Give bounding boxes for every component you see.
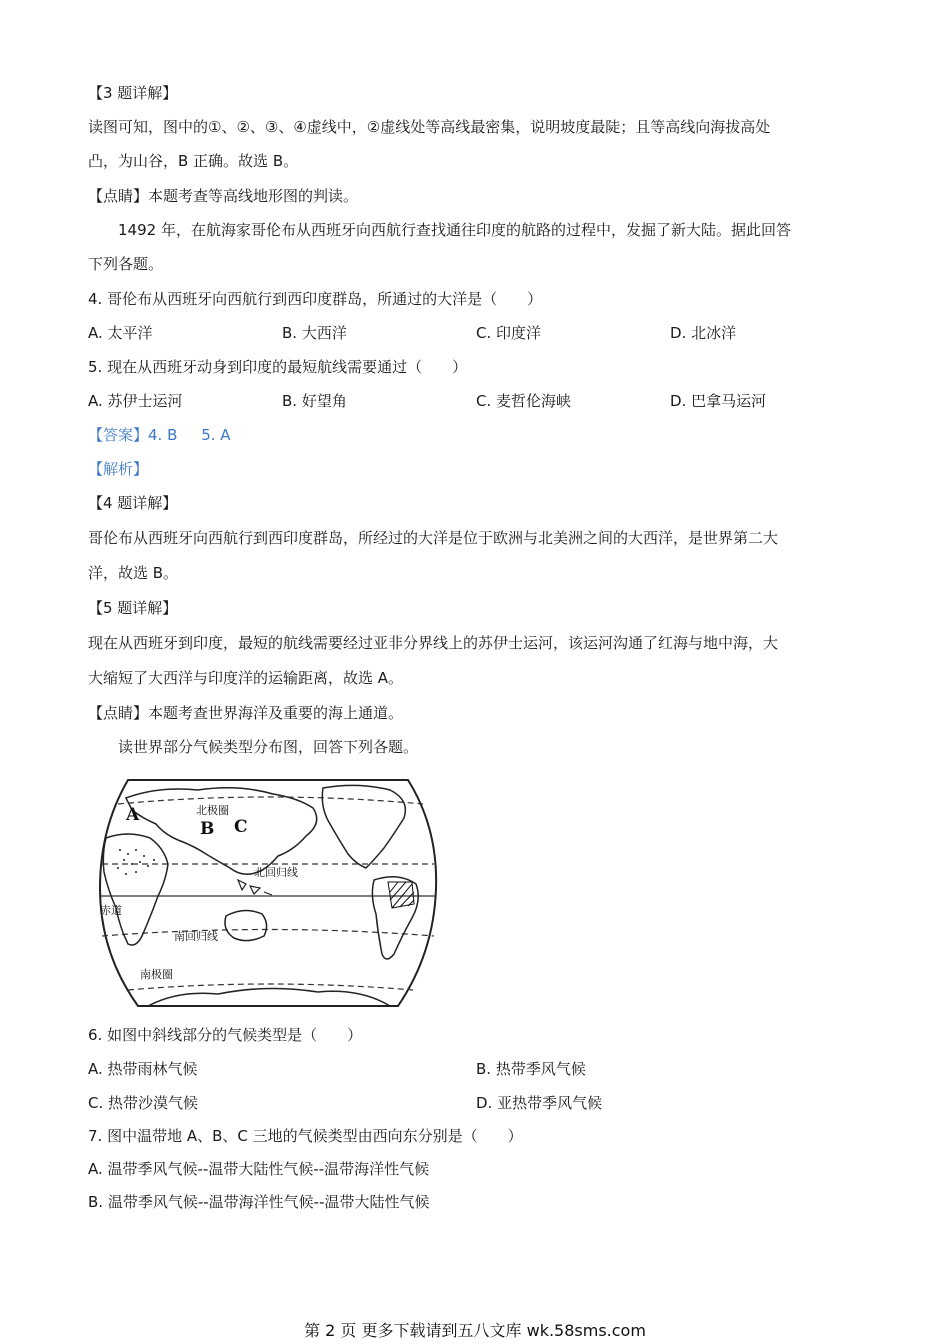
q4-stem: 4. 哥伦布从西班牙向西航行到西印度群岛，所通过的大洋是（ ） xyxy=(88,290,543,308)
north-america-landmass xyxy=(322,785,405,868)
label-tropic-of-capricorn: 南回归线 xyxy=(174,930,218,943)
arctic-circle-line xyxy=(118,797,423,804)
answer-label: 【答案】 xyxy=(88,426,149,444)
answer-text: 4. B 5. A xyxy=(148,426,231,444)
label-antarctic-circle: 南极圈 xyxy=(140,968,173,981)
q7-option-a: A. 温带季风气候--温带大陆性气候--温带海洋性气候 xyxy=(88,1160,430,1178)
q4-detail-line2: 洋，故选 B。 xyxy=(88,564,179,582)
island-chain xyxy=(238,880,272,895)
q5-option-a: A. 苏伊士运河 xyxy=(88,392,183,410)
label-a: A xyxy=(126,805,140,825)
label-arctic-circle: 北极圈 xyxy=(196,804,229,817)
q7-stem: 7. 图中温带地 A、B、C 三地的气候类型由西向东分别是（ ） xyxy=(88,1127,523,1145)
hatched-region xyxy=(388,882,414,908)
q3-detail-line2: 凸，为山谷，B 正确。故选 B。 xyxy=(88,152,299,170)
q5-option-c: C. 麦哲伦海峡 xyxy=(476,392,572,410)
label-c: C xyxy=(234,817,248,837)
page-footer: 第 2 页 更多下载请到五八文库 wk.58sms.com xyxy=(304,1321,646,1340)
q3-detail-line1: 读图可知，图中的①、②、③、④虚线中，②虚线处等高线最密集，说明坡度最陡；且等高线向海拔高处 xyxy=(88,118,771,136)
q6-option-d: D. 亚热带季风气候 xyxy=(476,1094,603,1112)
q6-stem: 6. 如图中斜线部分的气候类型是（ ） xyxy=(88,1026,363,1044)
antarctica-landmass xyxy=(148,988,390,1006)
q6-option-b: B. 热带季风气候 xyxy=(476,1060,586,1078)
eurasia-landmass xyxy=(126,788,317,875)
q5-option-b: B. 好望角 xyxy=(282,392,347,410)
analysis-label: 【解析】 xyxy=(88,460,149,478)
tropic-of-capricorn-line xyxy=(102,930,434,937)
q7-option-b: B. 温带季风气候--温带海洋性气候--温带大陆性气候 xyxy=(88,1193,430,1211)
q3-detail-heading: 【3 题详解】 xyxy=(88,84,178,102)
intro1-line1: 1492 年，在航海家哥伦布从西班牙向西航行查找通往印度的航路的过程中，发掘了新大陆。据此回答 xyxy=(118,221,791,239)
south-america-landmass xyxy=(372,877,418,959)
australia-landmass xyxy=(225,910,267,940)
desert-dots xyxy=(117,849,155,875)
q6-option-c: C. 热带沙漠气候 xyxy=(88,1094,199,1112)
intro2: 读世界部分气候类型分布图，回答下列各题。 xyxy=(118,738,419,756)
q5-detail-heading: 【5 题详解】 xyxy=(88,599,178,617)
answer-row xyxy=(88,424,231,446)
q4-option-d: D. 北冰洋 xyxy=(670,324,737,342)
intro1-line2: 下列各题。 xyxy=(88,255,164,273)
label-b: B xyxy=(200,819,215,839)
label-tropic-of-cancer: 北回归线 xyxy=(254,866,298,879)
q4-option-c: C. 印度洋 xyxy=(476,324,542,342)
q5-stem: 5. 现在从西班牙动身到印度的最短航线需要通过（ ） xyxy=(88,358,468,376)
world-climate-map xyxy=(98,768,438,1011)
q4-detail-heading: 【4 题详解】 xyxy=(88,494,178,512)
q5-option-d: D. 巴拿马运河 xyxy=(670,392,767,410)
q5-detail-line1: 现在从西班牙到印度，最短的航线需要经过亚非分界线上的苏伊士运河，该运河沟通了红海与地中海，大 xyxy=(88,634,779,652)
q6-option-a: A. 热带雨林气候 xyxy=(88,1060,198,1078)
q4-option-b: B. 大西洋 xyxy=(282,324,347,342)
q5-detail-line2: 大缩短了大西洋与印度洋的运输距离，故选 A。 xyxy=(88,669,404,687)
label-equator: 赤道 xyxy=(100,904,122,917)
q4-detail-line1: 哥伦布从西班牙向西航行到西印度群岛，所经过的大洋是位于欧洲与北美洲之间的大西洋，是世界第二大 xyxy=(88,529,779,547)
q3-comment: 【点睛】本题考查等高线地形图的判读。 xyxy=(88,187,359,205)
q4-option-a: A. 太平洋 xyxy=(88,324,153,342)
q5-comment: 【点睛】本题考查世界海洋及重要的海上通道。 xyxy=(88,704,404,722)
